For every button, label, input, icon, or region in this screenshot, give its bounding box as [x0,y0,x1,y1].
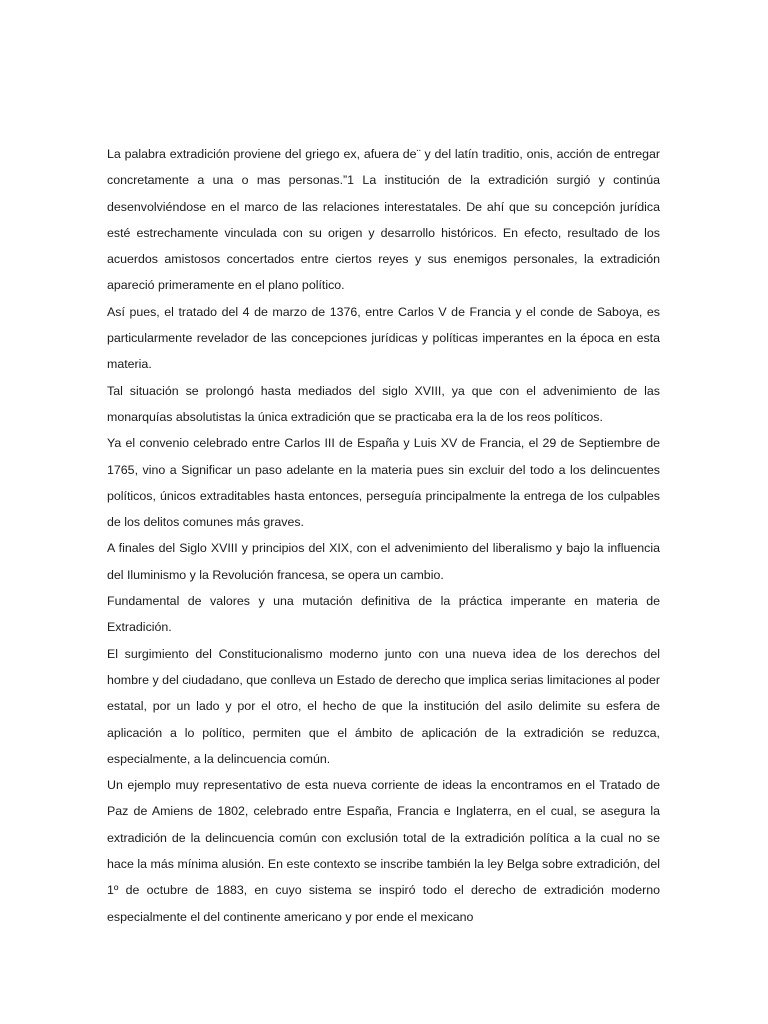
paragraph-8: Un ejemplo muy representativo de esta nueva corriente de ideas la encontramos en el Tratado de Paz de Amiens de 1802, celebrado entre España, Francia e Inglaterra, en el cual, se asegura la extradición de la delincuencia común con exclusión total de la extradición política a la cual no se hace la más mínima alusión. En este contexto se inscribe también la ley Belga sobre extradición, del 1º de octubre de 1883, en cuyo sistema se inspiró todo el derecho de extradición moderno especialmente el del continente americano y por ende el mexicano [107,778,660,924]
paragraph-2: Así pues, el tratado del 4 de marzo de 1376, entre Carlos V de Francia y el conde de Saboya, es particularmente revelador de las concepciones jurídicas y políticas imperantes en la época en esta materia. [107,304,660,372]
paragraph-7: El surgimiento del Constitucionalismo moderno junto con una nueva idea de los derechos del hombre y del ciudadano, que conlleva un Estado de derecho que implica serias limitaciones al poder estatal, por un lado y por el otro, el hecho de que la institución del asilo delimite su esfera de aplicación a lo político, permiten que el ámbito de aplicación de la extradición se reduzca, especialmente, a la delincuencia común. [107,646,660,766]
paragraph-6: Fundamental de valores y una mutación definitiva de la práctica imperante en materia de Extradición. [107,594,660,635]
paragraph-3: Tal situación se prolongó hasta mediados del siglo XVIII, ya que con el advenimiento de las monarquías absolutistas la única extradición que se practicaba era la de los reos políticos. [107,383,660,424]
document-body [107,141,660,930]
paragraph-5: A finales del Siglo XVIII y principios del XIX, con el advenimiento del liberalismo y bajo la influencia del Iluminismo y la Revolución francesa, se opera un cambio. [107,541,660,582]
paragraph-4: Ya el convenio celebrado entre Carlos III de España y Luis XV de Francia, el 29 de Septiembre de 1765, vino a Significar un paso adelante en la materia pues sin excluir del todo a los delincuentes políticos, únicos extraditables hasta entonces, perseguía principalmente la entrega de los culpables de los delitos comunes más graves. [107,436,660,530]
paragraph-1: La palabra extradición proviene del griego ex, afuera de¨ y del latín traditio, onis, acción de entregar concretamente a una o mas personas.”1 La institución de la extradición surgió y continúa desenvolviéndose en el marco de las relaciones interestatales. De ahí que su concepción jurídica esté estrechamente vinculada con su origen y desarrollo históricos. En efecto, resultado de los acuerdos amistosos concertados entre ciertos reyes y sus enemigos personales, la extradición apareció primeramente en el plano político. [107,147,660,293]
